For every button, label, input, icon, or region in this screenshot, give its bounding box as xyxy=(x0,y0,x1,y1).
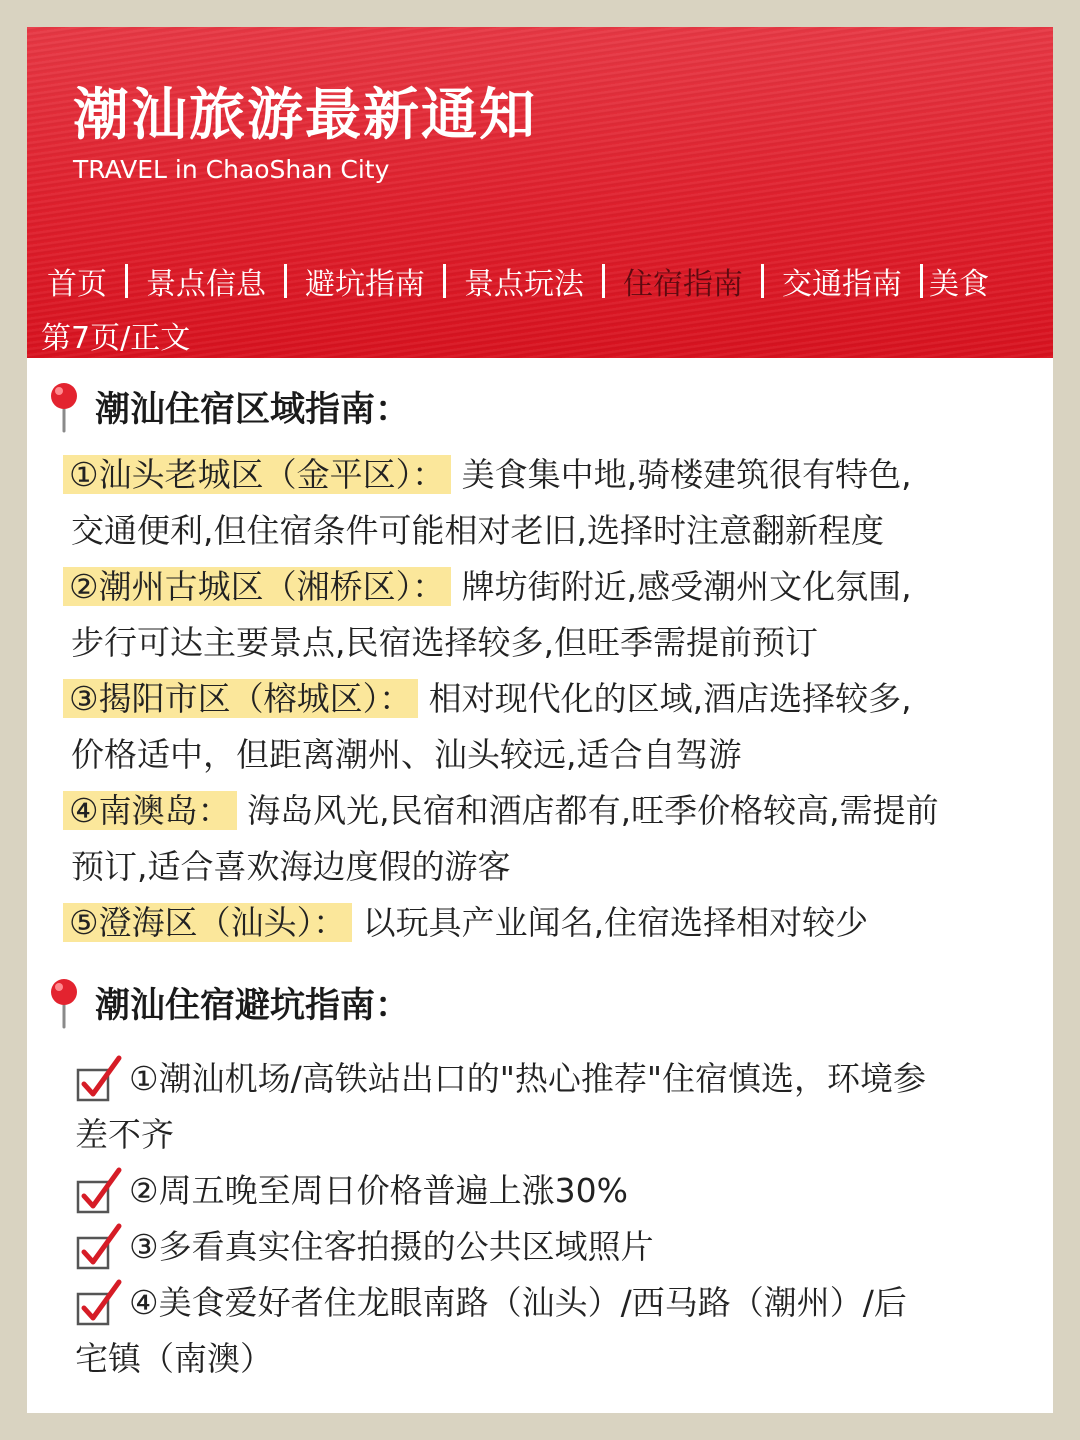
nav-divider xyxy=(920,264,923,298)
checkbox-icon xyxy=(75,1166,123,1216)
area-text: 相对现代化的区域,酒店选择较多, xyxy=(428,679,912,718)
area-label: ③揭阳市区（榕城区）： xyxy=(63,679,418,718)
area-label: ④南澳岛： xyxy=(63,791,237,830)
list-item xyxy=(75,1107,926,1163)
area-text: 以玩具产业闻名,住宿选择相对较少 xyxy=(362,903,869,942)
checkbox-icon xyxy=(75,1054,123,1104)
notice-card xyxy=(27,27,1053,1413)
list-item xyxy=(71,615,939,671)
checkbox-icon xyxy=(75,1222,123,1272)
list-item xyxy=(71,839,939,895)
nav-item-transport[interactable]: 交通指南 xyxy=(782,267,902,302)
checkbox-icon xyxy=(75,1278,123,1328)
nav-bar xyxy=(45,259,1053,303)
list-item xyxy=(71,559,939,615)
list-item xyxy=(71,727,939,783)
tip-text: 差不齐 xyxy=(75,1115,174,1154)
area-text: 交通便利,但住宿条件可能相对老旧,选择时注意翻新程度 xyxy=(71,511,884,550)
area-label: ②潮州古城区（湘桥区）： xyxy=(63,567,451,606)
nav-divider xyxy=(125,264,128,298)
header-banner xyxy=(27,27,1053,358)
page-subtitle: TRAVEL in ChaoShan City xyxy=(73,155,390,184)
nav-item-pitfalls[interactable]: 避坑指南 xyxy=(305,267,425,302)
list-item xyxy=(75,1219,926,1275)
tip-text: ③多看真实住客拍摄的公共区域照片 xyxy=(129,1227,654,1266)
nav-item-home[interactable]: 首页 xyxy=(47,267,107,302)
area-text: 价格适中，但距离潮州、汕头较远,适合自驾游 xyxy=(71,735,742,774)
page-title: 潮汕旅游最新通知 xyxy=(73,83,537,148)
section-heading-areas xyxy=(41,381,410,433)
list-item xyxy=(71,671,939,727)
tip-text: ②周五晚至周日价格普遍上涨30% xyxy=(129,1171,628,1210)
list-item xyxy=(71,447,939,503)
area-label: ①汕头老城区（金平区）： xyxy=(63,455,451,494)
list-item xyxy=(71,783,939,839)
area-text: 预订,适合喜欢海边度假的游客 xyxy=(71,847,511,886)
section-heading-pitfalls xyxy=(41,977,410,1029)
list-item xyxy=(75,1051,926,1107)
list-item xyxy=(75,1275,926,1331)
pin-icon xyxy=(41,381,87,433)
pitfall-list xyxy=(75,1051,926,1387)
list-item xyxy=(75,1331,926,1387)
nav-divider xyxy=(443,264,446,298)
tip-text: ④美食爱好者住龙眼南路（汕头）/西马路（潮州）/后 xyxy=(129,1283,907,1322)
nav-item-attractions[interactable]: 景点信息 xyxy=(146,267,266,302)
section-title: 潮汕住宿避坑指南： xyxy=(95,986,411,1026)
list-item xyxy=(75,1163,926,1219)
nav-divider xyxy=(284,264,287,298)
area-list xyxy=(71,447,939,951)
area-label: ⑤澄海区（汕头）： xyxy=(63,903,352,942)
section-title: 潮汕住宿区域指南： xyxy=(95,390,411,430)
nav-item-food[interactable]: 美食 xyxy=(929,267,989,302)
tip-text: 宅镇（南澳） xyxy=(75,1339,273,1378)
area-text: 步行可达主要景点,民宿选择较多,但旺季需提前预订 xyxy=(71,623,818,662)
list-item xyxy=(71,503,939,559)
nav-divider xyxy=(602,264,605,298)
nav-item-lodging[interactable]: 住宿指南 xyxy=(623,267,743,302)
tip-text: ①潮汕机场/高铁站出口的"热心推荐"住宿慎选，环境参 xyxy=(129,1059,927,1098)
nav-item-play[interactable]: 景点玩法 xyxy=(464,267,584,302)
list-item xyxy=(71,895,939,951)
pin-icon xyxy=(41,977,87,1029)
nav-divider xyxy=(761,264,764,298)
area-text: 美食集中地,骑楼建筑很有特色, xyxy=(461,455,912,494)
area-text: 牌坊街附近,感受潮州文化氛围, xyxy=(461,567,912,606)
area-text: 海岛风光,民宿和酒店都有,旺季价格较高,需提前 xyxy=(247,791,939,830)
page-indicator: 第7页/正文 xyxy=(41,321,191,356)
